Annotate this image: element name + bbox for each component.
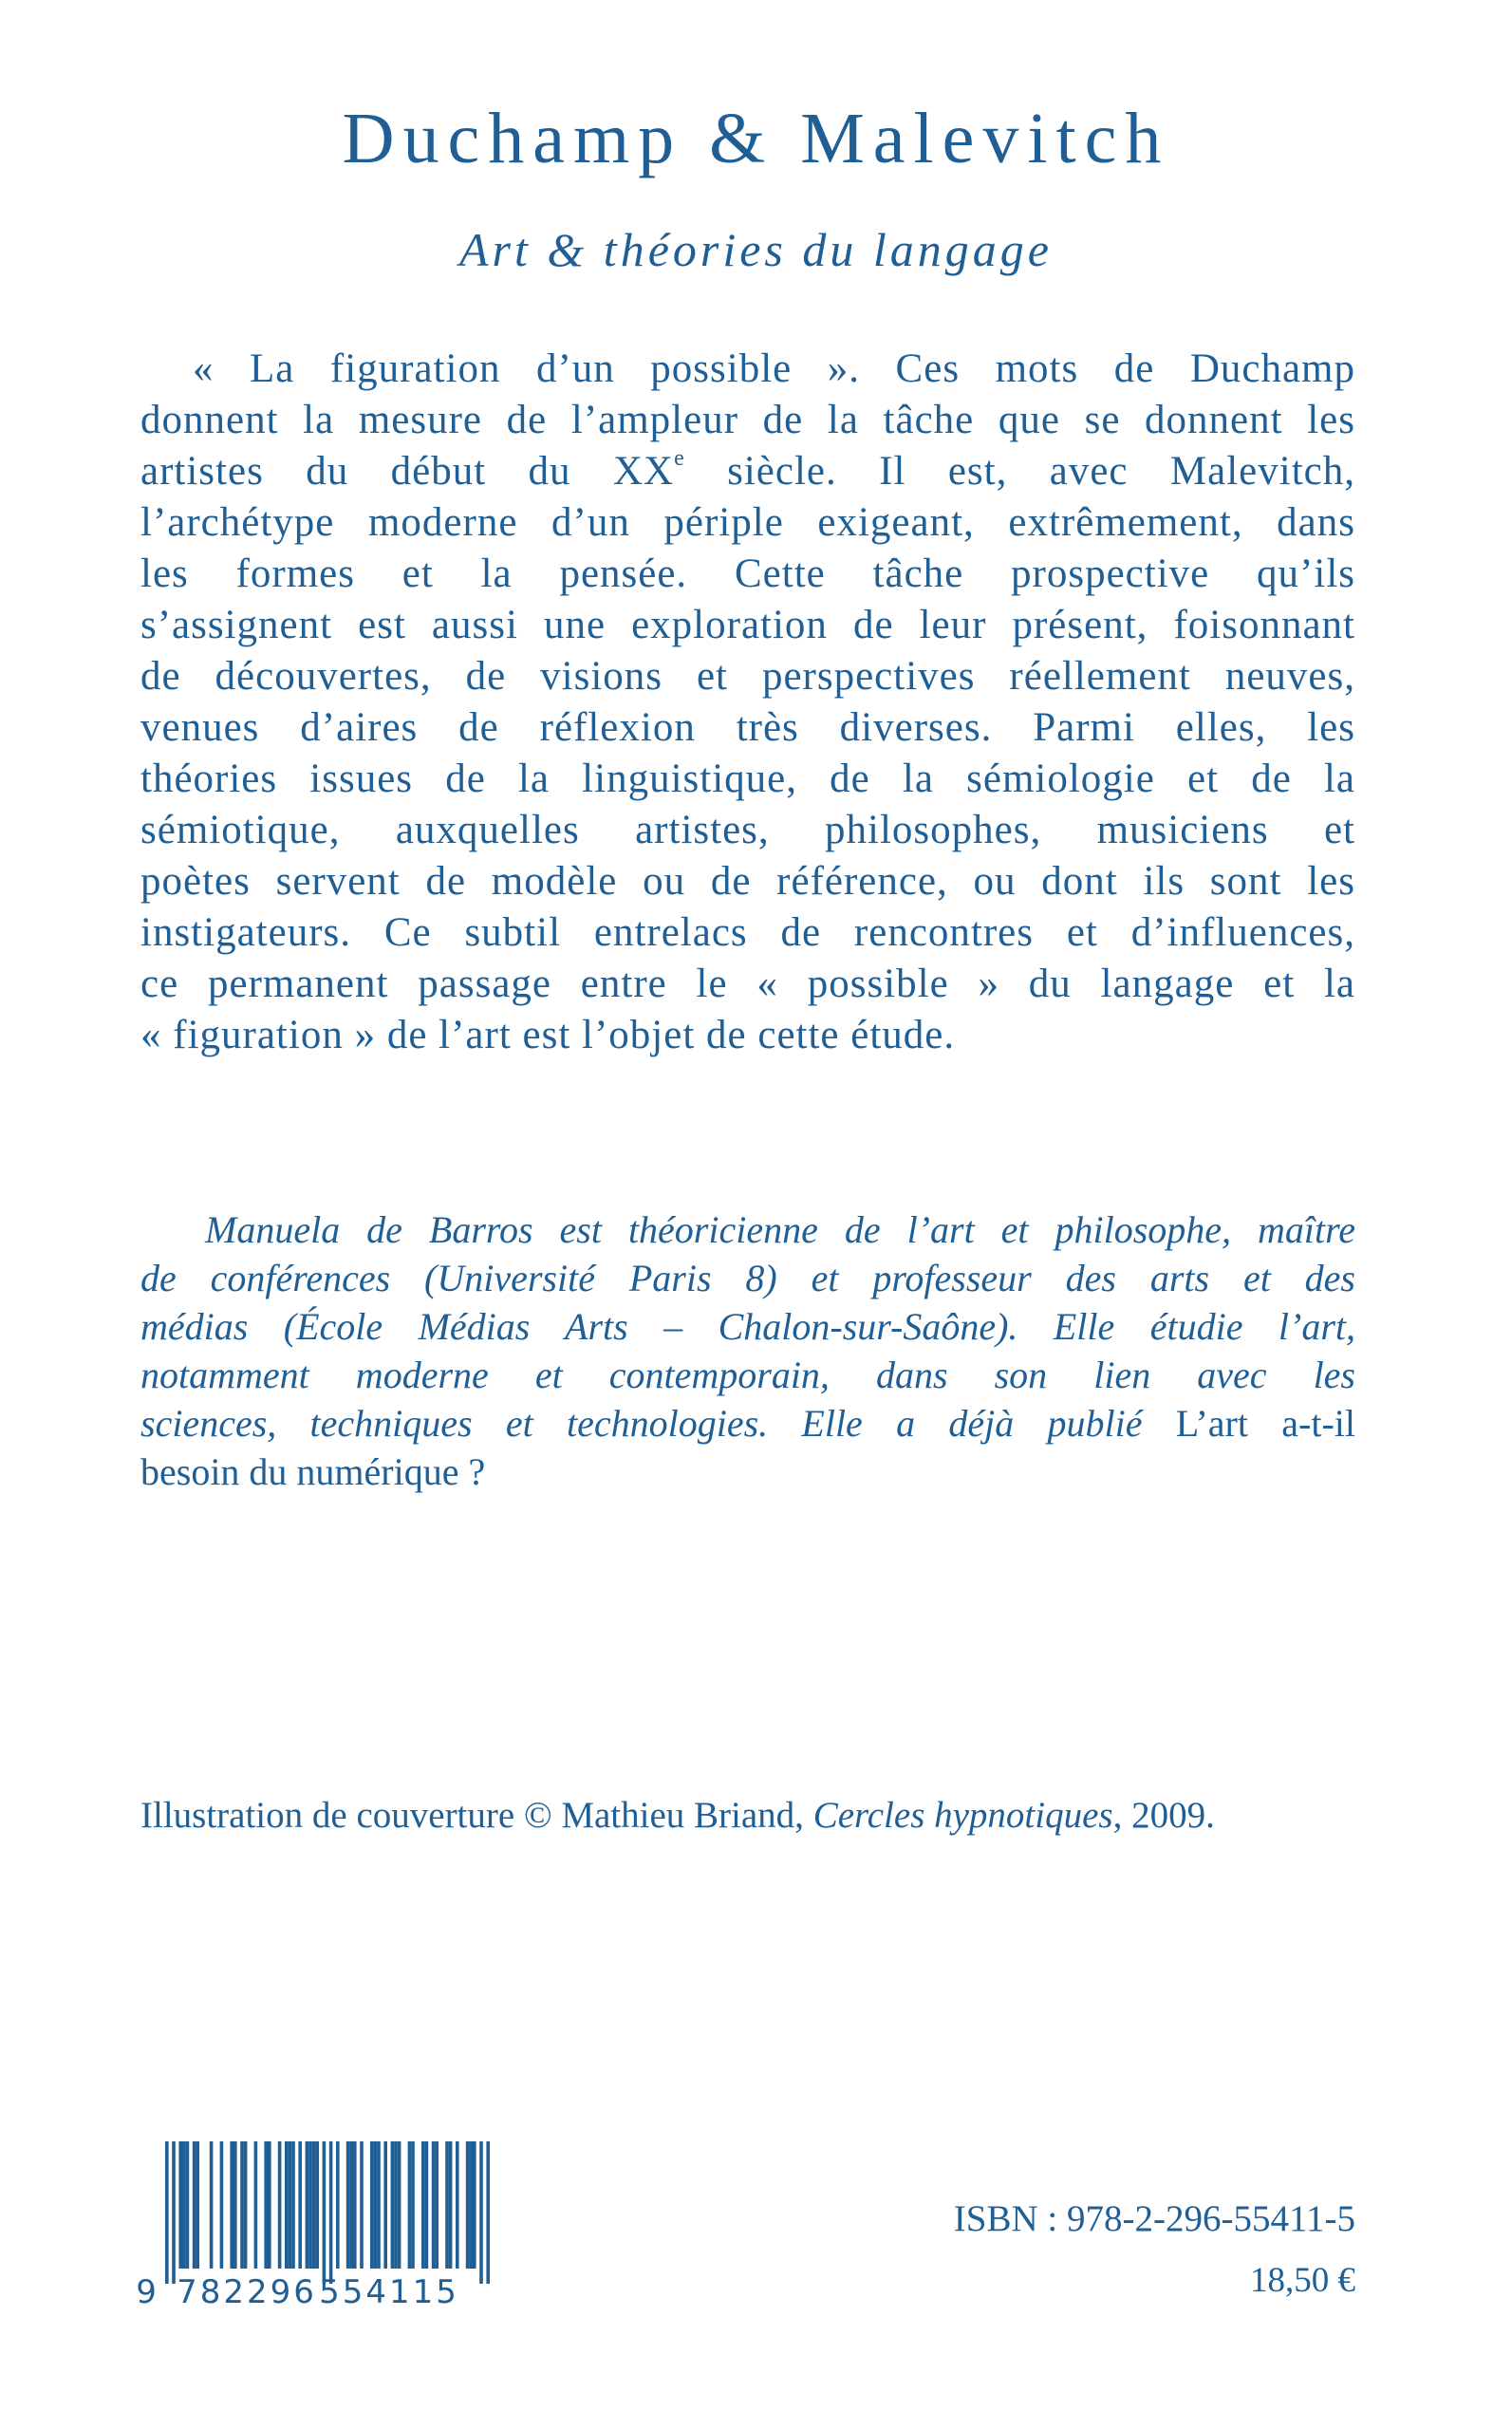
century-superscript: e (674, 446, 685, 471)
summary-line: « La figuration d’un possible ». Ces mots de Duchamp (193, 346, 1355, 391)
barcode-bar (391, 2141, 395, 2269)
barcode-bar (353, 2141, 357, 2269)
barcode-bar (291, 2141, 295, 2269)
published-book-title: L’art a-t-il (1175, 1402, 1355, 1445)
bio-line: médias (École Médias Arts – Chalon-sur-Saône). Elle étudie l’art, (140, 1305, 1355, 1348)
barcode-bar (196, 2141, 199, 2269)
bio-line-start: sciences, techniques et technologies. Elle a déjà publié (140, 1402, 1176, 1445)
barcode-bar (445, 2141, 449, 2269)
summary-line (140, 446, 1355, 497)
summary-line: ce permanent passage entre le « possible » du langage et la (140, 962, 1355, 1006)
barcode-bar (308, 2141, 312, 2269)
barcode-bar (254, 2141, 258, 2269)
barcode-bar (165, 2141, 169, 2284)
barcode-bar (466, 2141, 470, 2269)
summary-line: s’assignent est aussi une exploration de leur présent, foisonnant (140, 603, 1355, 647)
summary-line: venues d’aires de réflexion très diverses. Parmi elles, les (140, 705, 1355, 750)
barcode-bar (411, 2141, 415, 2269)
summary-line: poètes servent de modèle ou de référence, ou dont ils sont les (140, 859, 1355, 904)
book-summary (140, 344, 1355, 1061)
barcode-bar (178, 2141, 182, 2269)
published-book-title-end: besoin du numérique ? (140, 1450, 486, 1493)
barcode-bar (449, 2141, 453, 2269)
barcode-bar (312, 2141, 316, 2269)
barcode-bar (220, 2141, 224, 2269)
book-title: Duchamp & Malevitch (342, 99, 1170, 178)
isbn-number: ISBN : 978-2-296-55411-5 (953, 2198, 1355, 2239)
summary-line: de découvertes, de visions et perspectives réellement neuves, (140, 654, 1355, 699)
author-bio (140, 1205, 1355, 1496)
credit-prefix: Illustration de couverture © Mathieu Briand, (140, 1795, 813, 1836)
summary-line: sémiotique, auxquelles artistes, philosophes, musiciens et (140, 808, 1355, 852)
barcode-bar (432, 2141, 436, 2269)
barcode-bar (323, 2141, 327, 2284)
barcode-bar (289, 2141, 292, 2269)
summary-line-start: artistes du début du XX (140, 449, 675, 494)
bio-line: de conférences (Université Paris 8) et professeur des arts et des (140, 1257, 1355, 1299)
barcode-left-group: 782296 (177, 2273, 317, 2311)
barcode-bar (210, 2141, 214, 2269)
summary-line-end: siècle. Il est, avec Malevitch, (684, 449, 1355, 494)
barcode-bar (370, 2141, 374, 2269)
barcode-bar (479, 2141, 483, 2284)
barcode-bar (329, 2141, 333, 2284)
barcode-bar (278, 2141, 282, 2269)
barcode-bar (349, 2141, 353, 2269)
barcode-bar (398, 2141, 401, 2269)
barcode-first-digit: 9 (136, 2273, 157, 2311)
price: 18,50 € (1250, 2261, 1355, 2300)
barcode-bar (408, 2141, 412, 2269)
barcode-bar (172, 2141, 176, 2284)
barcode-bar (306, 2141, 309, 2269)
summary-line: donnent la mesure de l’ampleur de la tâche que se donnent les (140, 398, 1355, 442)
book-subtitle: Art & théories du langage (459, 223, 1053, 276)
barcode-bar (186, 2141, 190, 2269)
summary-line: les formes et la pensée. Cette tâche prospective qu’ils (140, 551, 1355, 596)
barcode-bar (182, 2141, 186, 2269)
barcode-bar (315, 2141, 319, 2269)
summary-line: « figuration » de l’art est l’objet de cette étude. (140, 1013, 956, 1057)
barcode-bar (435, 2141, 439, 2269)
barcode-right-group: 554115 (319, 2273, 459, 2311)
barcode-bar (244, 2141, 248, 2269)
barcode-bar (230, 2141, 233, 2269)
barcode-bar (346, 2141, 350, 2269)
barcode (136, 2141, 497, 2311)
credit-suffix: , 2009. (1112, 1795, 1215, 1836)
barcode-bar (377, 2141, 381, 2269)
barcode-bar (374, 2141, 378, 2269)
barcode-bar (469, 2141, 473, 2269)
barcode-bar (285, 2141, 289, 2269)
barcode-bar (233, 2141, 237, 2269)
barcode-bar (360, 2141, 364, 2269)
barcode-bar (421, 2141, 425, 2269)
barcode-graphic (136, 2141, 497, 2311)
barcode-bar (486, 2141, 490, 2284)
artwork-title: Cercles hypnotiques (812, 1795, 1113, 1836)
bio-line: notamment moderne et contemporain, dans son lien avec les (140, 1354, 1355, 1396)
barcode-bar (425, 2141, 429, 2269)
cover-credit (140, 1797, 1215, 1834)
summary-line: théories issues de la linguistique, de la sémiologie et de la (140, 757, 1355, 801)
barcode-bar (394, 2141, 398, 2269)
barcode-bar (240, 2141, 244, 2269)
barcode-bar (268, 2141, 271, 2269)
barcode-bar (383, 2141, 387, 2269)
barcode-bar (193, 2141, 196, 2269)
bio-line: Manuela de Barros est théoricienne de l’art et philosophe, maître (205, 1208, 1355, 1251)
barcode-bar (264, 2141, 268, 2269)
summary-line: instigateurs. Ce subtil entrelacs de rencontres et d’influences, (140, 910, 1355, 955)
barcode-bar (298, 2141, 302, 2269)
barcode-bar (473, 2141, 476, 2269)
bio-line (140, 1399, 1355, 1448)
barcode-bar (456, 2141, 459, 2269)
barcode-bar (336, 2141, 340, 2269)
summary-line: l’archétype moderne d’un périple exigeant, extrêmement, dans (140, 500, 1355, 545)
